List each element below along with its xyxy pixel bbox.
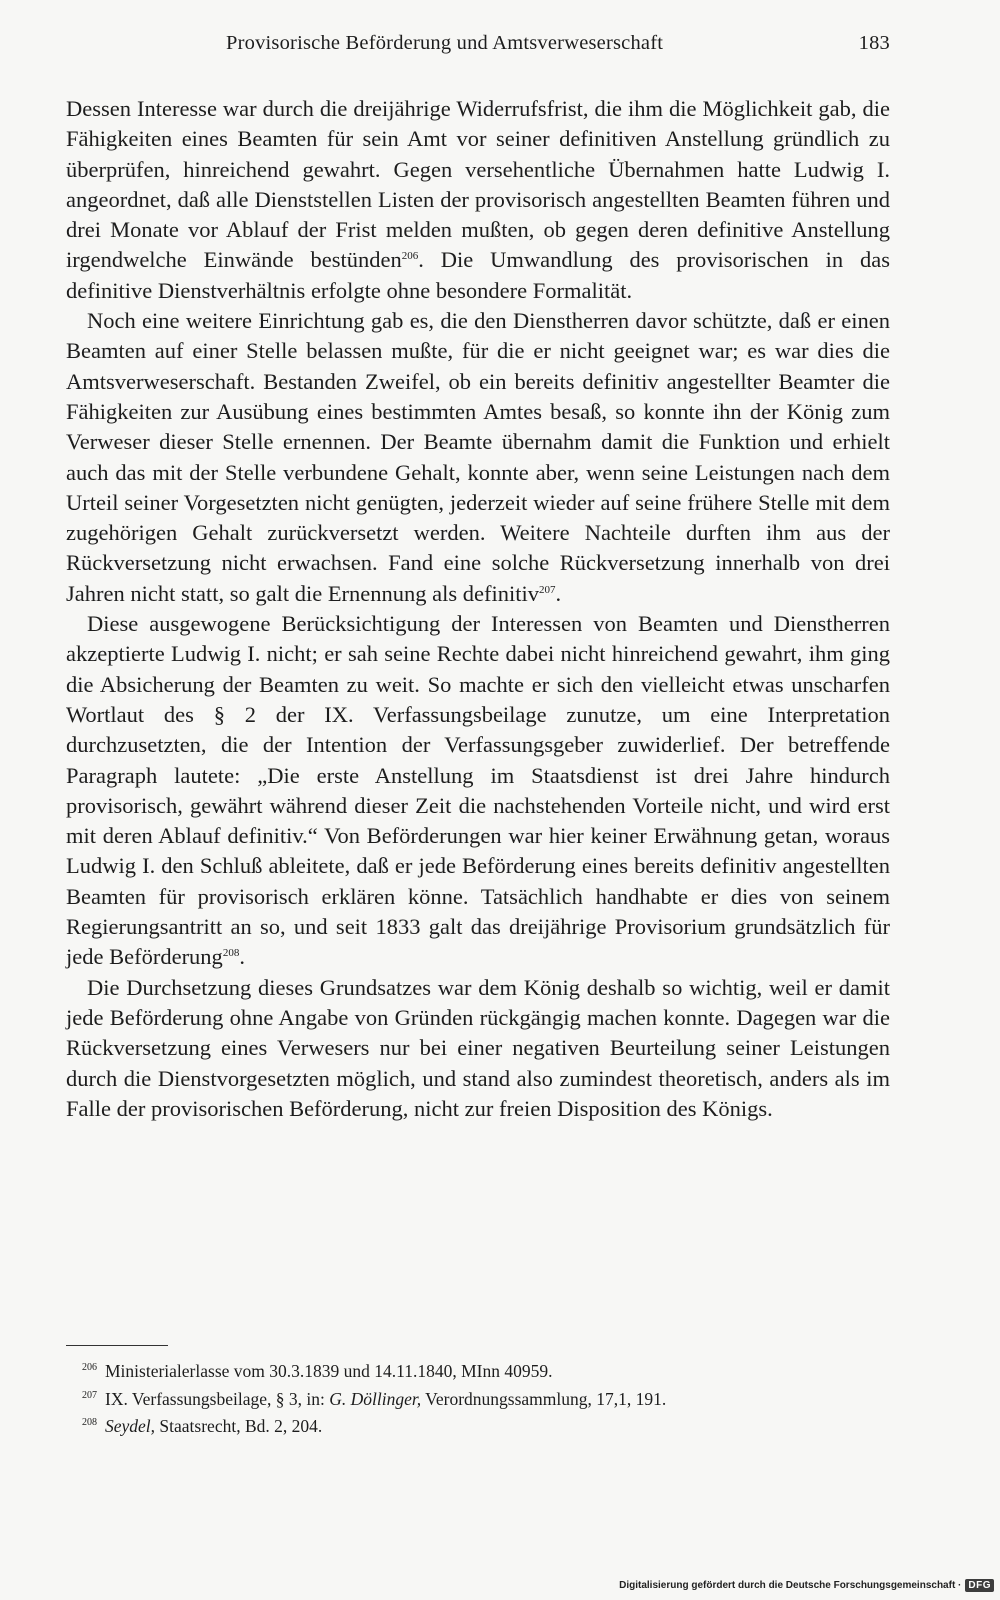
footnote-number: 207: [82, 1389, 97, 1401]
footnote-number: 206: [82, 1362, 97, 1373]
paragraph-1: Dessen Interesse war durch die dreijährige Widerrufsfrist, die ihm die Möglichkeit gab, die Fähigkeiten eines Beamten für sein Amt vor seiner definitiven Anstellung gründlich zu überprüfen, hinreichend gewahrt. Gegen versehentliche Übernahmen hatte Ludwig I. angeordnet, daß alle Dienststellen Listen der provisorisch angestellten Beamten führen und drei Monate vor Ablauf der Frist melden mußten, ob gegen deren definitive Anstellung irgendwelche Einwände bestünden$^{206}$. Die Umwandlung des provisorischen in das definitive Dienstverhältnis erfolgte ohne besondere Formalität.: [66, 96, 891, 303]
footnote-ref-206[interactable]: 206: [401, 250, 419, 263]
running-title: Provisorische Beförderung und Amtsverweserschaft: [226, 32, 664, 54]
footnote-ref-208[interactable]: 208: [222, 947, 240, 960]
funding-banner: [619, 1576, 994, 1594]
main-text: [66, 94, 890, 1124]
funding-text: Digitalisierung gefördert durch die Deutsche Forschungsgemeinschaft ·: [619, 1579, 962, 1591]
paragraph-3: Diese ausgewogene Berücksichtigung der Interessen von Beamten und Dienstherren akzeptierte Ludwig I. nicht; er sah seine Rechte dabei nicht hinreichend gewahrt, ihm ging die Absicherung der Beamten zu weit. So machte er sich den vielleicht etwas unscharfen Wortlaut des § 2 der IX. Verfassungsbeilage zunutze, um eine Interpretation durchzusetzten, die der Intention der Verfassungsgeber zuwiderlief. Der betreffende Paragraph lautete: „Die erste Anstellung im Staatsdienst ist drei Jahre hindurch provisorisch, gewährt während dieser Zeit die nachstehenden Vorteile nicht, und wird erst mit deren Ablauf definitiv.“ Von Beförderungen war hier keiner Erwähnung getan, woraus Ludwig I. den Schluß ableitete, daß er jede Beförderung eines bereits definitiv angestellten Beamten für provisorisch erklären könne. Tatsächlich handhabte er dies von seinem Regierungsantritt an so, und seit 1833 galt das dreijährige Provisorium grundsätzlich für jede Beförderung$^{208}$.: [66, 611, 890, 970]
footnote-207: $^{207}$ IX. Verfassungsbeilage, § 3, in: G. Döllinger, Verordnungssammlung, 17,1, 191.: [82, 1388, 667, 1409]
dfg-logo: DFG: [965, 1579, 994, 1592]
footnote-author: Seydel,: [105, 1416, 156, 1436]
footnote-author: G. Döllinger,: [329, 1388, 422, 1409]
footnote-208: $^{208}$ Seydel, Staatsrecht, Bd. 2, 204.: [82, 1416, 323, 1436]
paragraph-2: Noch eine weitere Einrichtung gab es, die den Dienstherren davor schützte, daß er einen Beamten auf einer Stelle belassen mußte, für die er nicht geeignet war; es war dies die Amtsverweserschaft. Bestanden Zweifel, ob ein bereits definitiv angestellter Beamter die Fähigkeiten zur Ausübung eines bestimmten Amtes besaß, so konnte ihn der König zum Verweser dieser Stelle ernennen. Der Beamte übernahm damit die Funktion und erhielt auch das mit der Stelle verbundene Gehalt, konnte aber, wenn seine Leistungen nach dem Urteil seiner Vorgesetzten nicht genügten, jederzeit wieder auf seine frühere Stelle mit dem zugehörigen Gehalt zurückversetzt werden. Weitere Nachteile durften ihm aus der Rückversetzung nicht erwachsen. Fand eine solche Rückversetzung innerhalb von drei Jahren nicht statt, so galt die Ernennung als definitiv$^{207}$.: [66, 308, 890, 606]
footnote-divider: [66, 1345, 168, 1346]
paragraph-4: Die Durchsetzung dieses Grundsatzes war dem König deshalb so wichtig, weil er damit jede Beförderung ohne Angabe von Gründen rückgängig machen konnte. Dagegen war die Rückversetzung eines Verwesers nur bei einer negativen Beurteilung seiner Leistungen durch die Dienstvorgesetzten möglich, und stand also zumindest theoretisch, anders als im Falle der provisorischen Beförderung, nicht zur freien Disposition des Königs.: [66, 974, 890, 1121]
footnotes: [66, 1356, 890, 1439]
page-number: 183: [858, 32, 890, 54]
footnote-number: 208: [82, 1417, 97, 1428]
footnote-206: $^{206}$ Ministerialerlasse vom 30.3.1839 und 14.11.1840, MInn 40959.: [82, 1361, 553, 1381]
footnote-ref-207[interactable]: 207: [539, 583, 556, 596]
running-header: [66, 30, 890, 60]
